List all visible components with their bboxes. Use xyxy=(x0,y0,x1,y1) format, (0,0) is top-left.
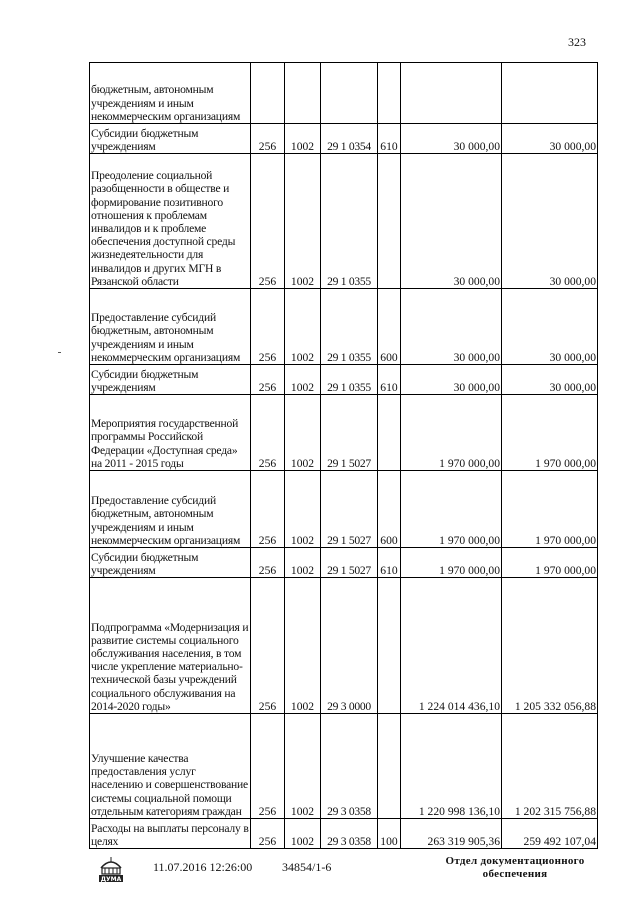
row-amount-1: 30 000,00 xyxy=(401,154,502,289)
table-row xyxy=(90,63,598,124)
row-target-item: 29 1 0354 xyxy=(321,124,378,154)
row-ved: 256 xyxy=(251,578,285,714)
row-target-item: 29 1 5027 xyxy=(321,548,378,578)
table-row xyxy=(90,471,598,548)
row-section: 1002 xyxy=(285,578,321,714)
row-section: 1002 xyxy=(285,548,321,578)
row-amount-2: 1 202 315 756,88 xyxy=(502,714,598,819)
row-amount-1: 30 000,00 xyxy=(401,365,502,395)
row-section: 1002 xyxy=(285,395,321,471)
row-expense-type: 610 xyxy=(378,124,401,154)
row-amount-2 xyxy=(502,63,598,124)
footer-department-line2: обеспечения xyxy=(482,868,548,880)
row-expense-type: 600 xyxy=(378,289,401,365)
row-target-item: 29 1 0355 xyxy=(321,154,378,289)
row-expense-type xyxy=(378,63,401,124)
row-name: Предоставление субсидий бюджетным, автономным учреждениям и иным некоммерческим организациям xyxy=(90,289,251,365)
budget-table xyxy=(89,62,598,849)
row-section xyxy=(285,63,321,124)
duma-emblem-icon xyxy=(96,854,126,884)
row-expense-type: 100 xyxy=(378,819,401,849)
row-ved: 256 xyxy=(251,548,285,578)
row-amount-2: 30 000,00 xyxy=(502,124,598,154)
row-amount-2: 1 205 332 056,88 xyxy=(502,578,598,714)
row-ved: 256 xyxy=(251,365,285,395)
page-number: 323 xyxy=(568,35,586,49)
row-amount-2: 1 970 000,00 xyxy=(502,395,598,471)
row-section: 1002 xyxy=(285,124,321,154)
row-expense-type xyxy=(378,578,401,714)
row-amount-2: 30 000,00 xyxy=(502,365,598,395)
svg-text:ДУМА: ДУМА xyxy=(100,876,122,883)
row-amount-2: 259 492 107,04 xyxy=(502,819,598,849)
row-target-item: 29 1 0355 xyxy=(321,365,378,395)
row-amount-1: 30 000,00 xyxy=(401,124,502,154)
table-row xyxy=(90,395,598,471)
row-ved: 256 xyxy=(251,819,285,849)
row-ved: 256 xyxy=(251,154,285,289)
row-ved: 256 xyxy=(251,395,285,471)
footer-doc-number: 34854/1-6 xyxy=(282,860,332,874)
row-name: Предоставление субсидий бюджетным, автономным учреждениям и иным некоммерческим организациям xyxy=(90,471,251,548)
row-ved: 256 xyxy=(251,289,285,365)
row-section: 1002 xyxy=(285,154,321,289)
row-amount-1: 1 970 000,00 xyxy=(401,471,502,548)
row-name: бюджетным, автономным учреждениям и иным некоммерческим организациям xyxy=(90,63,251,124)
row-target-item: 29 1 5027 xyxy=(321,395,378,471)
row-ved: 256 xyxy=(251,714,285,819)
row-name: Преодоление социальной разобщенности в обществе и формирование позитивного отношения к проблемам инвалидов и к проблеме обеспечения доступной среды жизнедеятельности для инвалидов и других МГН в Рязанской области xyxy=(90,154,251,289)
row-ved xyxy=(251,63,285,124)
footer-department-line1: Отдел документационного xyxy=(445,855,585,867)
row-name: Расходы на выплаты персоналу в целях xyxy=(90,819,251,849)
table-row xyxy=(90,819,598,849)
row-target-item: 29 3 0000 xyxy=(321,578,378,714)
row-expense-type xyxy=(378,154,401,289)
table-row xyxy=(90,578,598,714)
row-amount-1 xyxy=(401,63,502,124)
table-row xyxy=(90,548,598,578)
row-expense-type xyxy=(378,395,401,471)
row-expense-type: 610 xyxy=(378,548,401,578)
row-ved: 256 xyxy=(251,471,285,548)
row-section: 1002 xyxy=(285,365,321,395)
row-section: 1002 xyxy=(285,819,321,849)
row-expense-type: 600 xyxy=(378,471,401,548)
row-expense-type: 610 xyxy=(378,365,401,395)
row-amount-2: 1 970 000,00 xyxy=(502,548,598,578)
row-expense-type xyxy=(378,714,401,819)
row-section: 1002 xyxy=(285,714,321,819)
table-row xyxy=(90,365,598,395)
row-target-item: 29 1 0355 xyxy=(321,289,378,365)
row-section: 1002 xyxy=(285,289,321,365)
footer-datetime: 11.07.2016 12:26:00 xyxy=(153,860,253,874)
row-name: Субсидии бюджетным учреждениям xyxy=(90,548,251,578)
row-amount-2: 30 000,00 xyxy=(502,289,598,365)
row-name: Субсидии бюджетным учреждениям xyxy=(90,124,251,154)
row-target-item: 29 3 0358 xyxy=(321,714,378,819)
row-amount-1: 1 970 000,00 xyxy=(401,395,502,471)
row-name: Субсидии бюджетным учреждениям xyxy=(90,365,251,395)
row-name: Подпрограмма «Модернизация и развитие системы социального обслуживания населения, в том числе укрепление материально-технической базы учреждений социального обслуживания на 2014-2020 годы» xyxy=(90,578,251,714)
row-amount-2: 30 000,00 xyxy=(502,154,598,289)
row-amount-1: 1 970 000,00 xyxy=(401,548,502,578)
row-section: 1002 xyxy=(285,471,321,548)
table-row xyxy=(90,124,598,154)
row-name: Улучшение качества предоставления услуг населению и совершенствование системы социальной помощи отдельным категориям граждан xyxy=(90,714,251,819)
row-amount-1: 30 000,00 xyxy=(401,289,502,365)
table-row xyxy=(90,154,598,289)
margin-mark xyxy=(58,352,61,353)
row-amount-2: 1 970 000,00 xyxy=(502,471,598,548)
table-row xyxy=(90,714,598,819)
footer-department xyxy=(445,855,585,881)
row-target-item: 29 1 5027 xyxy=(321,471,378,548)
table-row xyxy=(90,289,598,365)
row-target-item: 29 3 0358 xyxy=(321,819,378,849)
row-amount-1: 263 319 905,36 xyxy=(401,819,502,849)
row-ved: 256 xyxy=(251,124,285,154)
row-amount-1: 1 224 014 436,10 xyxy=(401,578,502,714)
row-name: Мероприятия государственной программы Российской Федерации «Доступная среда» на 2011 - 2015 годы xyxy=(90,395,251,471)
row-amount-1: 1 220 998 136,10 xyxy=(401,714,502,819)
row-target-item xyxy=(321,63,378,124)
